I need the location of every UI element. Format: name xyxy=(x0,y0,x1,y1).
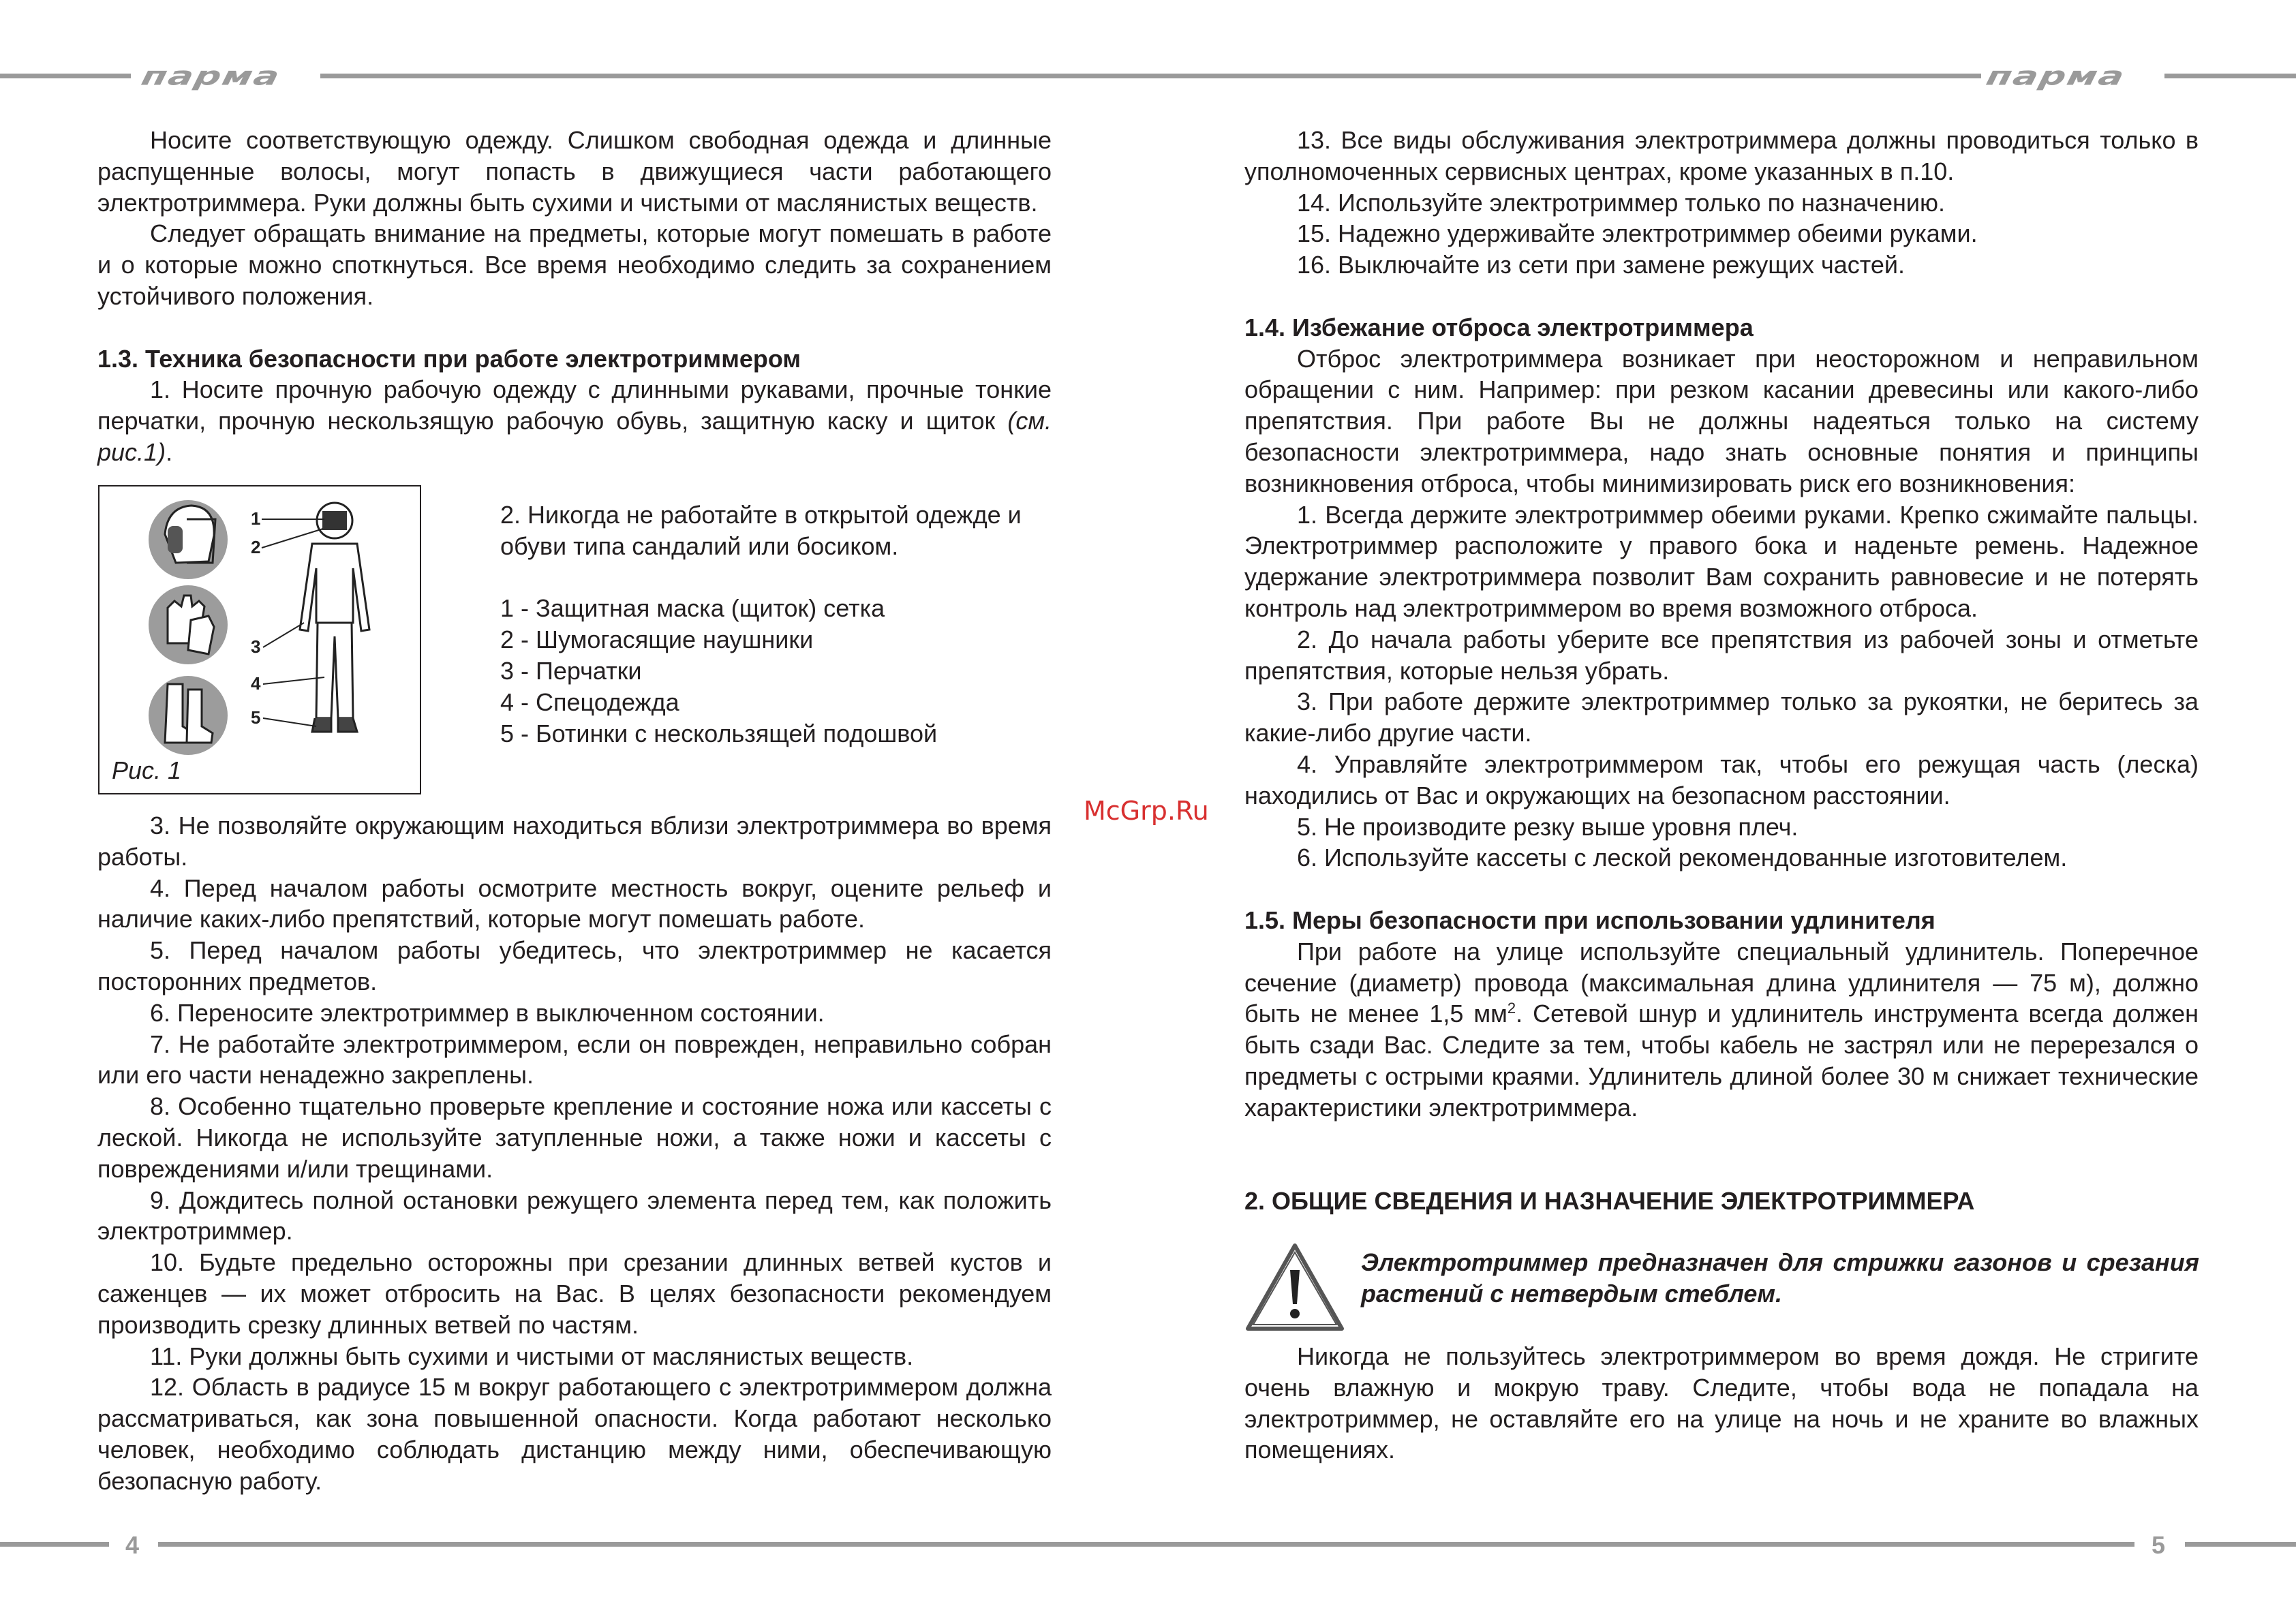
kickback-item-5: 5. Не производите резку выше уровня плеч. xyxy=(1297,812,1798,841)
item-12: 12. Область в радиусе 15 м вокруг работающего с электротриммером должна рассматриваться, как зона повышенной опасности. Когда работают несколько человек, необходимо соблюдать дистанцию между ними, обеспечивающую безопасную работу. xyxy=(97,1373,1052,1495)
page-number-left: 4 xyxy=(125,1531,140,1559)
item-13: 13. Все виды обслуживания электротриммера должны проводиться только в уполномоченных сервисных центрах, кроме указанных в п.10. xyxy=(1244,126,2199,185)
header-rule-right xyxy=(2164,74,2296,78)
item-3: 3. Не позволяйте окружающим находиться вблизи электротриммера во время работы. xyxy=(97,812,1052,871)
kickback-item-2: 2. До начала работы уберите все препятствия из рабочей зоны и отметьте препятствия, которые нельзя убрать. xyxy=(1244,625,2199,685)
heading-1-3: 1.3. Техника безопасности при работе электротриммером xyxy=(97,344,801,373)
paragraph-kickback: Отброс электротриммера возникает при неосторожном и неправильном обращении с ним. Например: при резком касании древесины или какого-либо препятствия. При работе Вы не должны надеяться только на систему безопасности электротриммера, надо знать основные понятия и принципы возникновения отброса, чтобы минимизировать риск его возникновения: xyxy=(1244,344,2199,497)
kickback-item-3: 3. При работе держите электротриммер только за рукоятки, не беритесь за какие-либо другие части. xyxy=(1244,687,2199,747)
item-1: 1. Носите прочную рабочую одежду с длинными рукавами, прочные тонкие перчатки, прочную нескользящую рабочую обувь, защитную каску и щиток (см. рис.1). xyxy=(97,375,1052,466)
right-column-bottom xyxy=(1244,1341,2199,1466)
brand-logo-left: парма xyxy=(138,61,284,91)
kickback-item-1: 1. Всегда держите электротриммер обеими руками. Крепко сжимайте пальцы. Электротриммер расположите у правого бока и наденьте ремень. Надежное удержание электротриммера позволит Вам сохранить равновесие и не потерять контроль над электротриммером во время возможного отброса. xyxy=(1244,500,2199,622)
item-14: 14. Используйте электротриммер только по назначению. xyxy=(1297,188,1946,217)
protective-equipment-illustration xyxy=(100,486,420,793)
item-11: 11. Руки должны быть сухими и чистыми от маслянистых веществ. xyxy=(150,1342,914,1370)
legend-item-3: 3 - Перчатки xyxy=(500,656,642,685)
figure-1 xyxy=(98,485,421,794)
header-rule-center xyxy=(320,74,1981,78)
left-column-bottom xyxy=(97,810,1052,1497)
figure-caption: Рис. 1 xyxy=(112,756,182,784)
item-6: 6. Переносите электротриммер в выключенном состоянии. xyxy=(150,998,825,1027)
heading-2: 2. ОБЩИЕ СВЕДЕНИЯ И НАЗНАЧЕНИЕ ЭЛЕКТРОТРИММЕРА xyxy=(1244,1187,1975,1216)
page-number-right: 5 xyxy=(2152,1531,2166,1559)
item-2: 2. Никогда не работайте в открытой одежде и обуви типа сандалий или босиком. xyxy=(500,501,1022,560)
paragraph-rain: Никогда не пользуйтесь электротриммером во время дождя. Не стригите очень влажную и мокрую траву. Следите, чтобы вода не попадала на электротриммер, не оставляйте его на улице на ночь и не храните во влажных помещениях. xyxy=(1244,1342,2199,1464)
footer-rule-center xyxy=(158,1542,2134,1547)
callout-1: 1 xyxy=(251,508,261,529)
callout-5: 5 xyxy=(251,707,261,728)
paragraph-extension-cord: При работе на улице используйте специальный удлинитель. Поперечное сечение (диаметр) провода (максимальная длина удлинителя — 75 м), должно быть не менее 1,5 $мм^2$. Сетевой шнур и удлинитель инструмента всегда должен быть сзади Вас. Следите за тем, чтобы кабель не застрял или не перерезался о предметы с острыми краями. Удлинитель длиной более 30 м снижает технические характеристики электротриммера. xyxy=(1244,937,2199,1122)
callout-4: 4 xyxy=(251,673,261,694)
kickback-item-6: 6. Используйте кассеты с леской рекомендованные изготовителем. xyxy=(1297,844,2068,872)
callout-2: 2 xyxy=(251,537,261,557)
legend-item-1: 1 - Защитная маска (щиток) сетка xyxy=(500,594,885,623)
paragraph-obstacles: Следует обращать внимание на предметы, которые могут помешать в работе и о которые можно споткнуться. Все время необходимо следить за сохранением устойчивого положения. xyxy=(97,219,1052,310)
heading-1-4: 1.4. Избежание отброса электротриммера xyxy=(1244,313,1754,341)
legend-item-5: 5 - Ботинки с нескользящей подошвой xyxy=(500,719,938,747)
kickback-item-4: 4. Управляйте электротриммером так, чтобы его режущая часть (леска) находились от Вас и окружающих на безопасном расстоянии. xyxy=(1244,749,2199,809)
item-9: 9. Дождитесь полной остановки режущего элемента перед тем, как положить электротриммер. xyxy=(97,1186,1052,1246)
figure-legend xyxy=(500,499,1052,749)
warning-text: Электротриммер предназначен для стрижки газонов и срезания растений с нетвердым стеблем. xyxy=(1361,1248,2199,1308)
header-rule-left xyxy=(0,74,131,78)
footer-rule-right xyxy=(2185,1542,2296,1547)
callout-3: 3 xyxy=(251,636,261,657)
legend-item-4: 4 - Спецодежда xyxy=(500,687,679,716)
item-15: 15. Надежно удерживайте электротриммер обеими руками. xyxy=(1297,219,1978,248)
item-4: 4. Перед началом работы осмотрите местность вокруг, оцените рельеф и наличие каких-либо препятствий, которые могут помешать работе. xyxy=(97,874,1052,933)
footer-rule-left xyxy=(0,1542,109,1547)
brand-logo-right: парма xyxy=(1983,61,2128,91)
left-column-top xyxy=(97,125,1052,468)
item-8: 8. Особенно тщательно проверьте крепление и состояние ножа или кассеты с леской. Никогда не используйте затупленные ножи, а также ножи и кассеты с повреждениями и/или трещинами. xyxy=(97,1092,1052,1183)
paragraph-clothing: Носите соответствующую одежду. Слишком свободная одежда и длинные распущенные волосы, могут попасть в движущиеся части работающего электротриммера. Руки должны быть сухими и чистыми от маслянистых веществ. xyxy=(97,126,1052,217)
legend-item-2: 2 - Шумогасящие наушники xyxy=(500,625,814,654)
item-7: 7. Не работайте электротриммером, если он поврежден, неправильно собран или его части ненадежно закреплены. xyxy=(97,1030,1052,1089)
item-5: 5. Перед началом работы убедитесь, что электротриммер не касается посторонних предметов. xyxy=(97,936,1052,995)
right-column xyxy=(1244,125,2199,1217)
item-16: 16. Выключайте из сети при замене режущих частей. xyxy=(1297,251,1905,279)
warning-icon xyxy=(1244,1241,1346,1334)
item-10: 10. Будьте предельно осторожны при срезании длинных ветвей кустов и саженцев — их может отбросить на Вас. В целях безопасности рекомендуем производить срезку длинных ветвей по частям. xyxy=(97,1248,1052,1339)
heading-1-5: 1.5. Меры безопасности при использовании удлинителя xyxy=(1244,906,1935,934)
watermark: McGrp.Ru xyxy=(1084,796,1209,826)
